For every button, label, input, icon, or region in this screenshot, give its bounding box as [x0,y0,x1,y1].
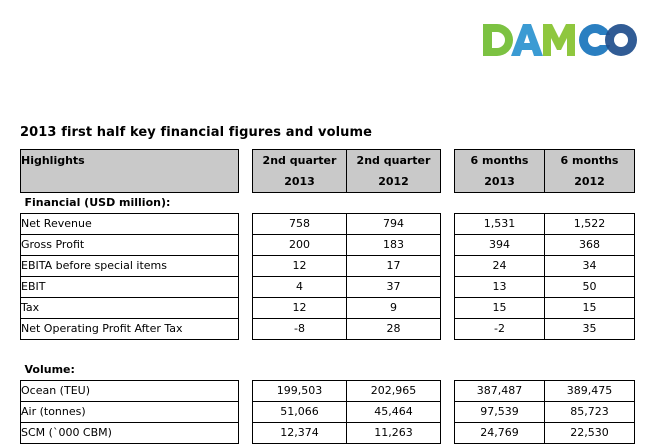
cell: 200 [253,235,347,256]
header-6m-2012: 6 months 2012 [545,150,635,193]
cell: 35 [545,319,635,340]
damco-logo [481,16,641,64]
header-highlights: Highlights [21,150,239,193]
section-volume [21,360,635,381]
cell: 97,539 [455,402,545,423]
table-header [21,150,635,193]
table-row [21,256,635,277]
cell: 758 [253,214,347,235]
cell: 368 [545,235,635,256]
cell: 9 [347,298,441,319]
cell: 183 [347,235,441,256]
table-row [21,319,635,340]
cell: 387,487 [455,381,545,402]
cell: 794 [347,214,441,235]
header-q2-2012: 2nd quarter 2012 [347,150,441,193]
section-title: Volume: [24,363,75,376]
cell: 22,530 [545,423,635,444]
cell: 37 [347,277,441,298]
header-6m-2013: 6 months 2013 [455,150,545,193]
cell: 11,263 [347,423,441,444]
cell: 50 [545,277,635,298]
cell: 202,965 [347,381,441,402]
cell: 17 [347,256,441,277]
cell: -2 [455,319,545,340]
logo-letter-m [543,24,575,56]
cell: 199,503 [253,381,347,402]
row-label: EBIT [21,277,239,298]
cell: 13 [455,277,545,298]
row-label: Gross Profit [21,235,239,256]
page-title: 2013 first half key financial figures and volume [20,125,373,140]
row-label: SCM (`000 CBM) [21,423,239,444]
cell: 389,475 [545,381,635,402]
row-label: Air (tonnes) [21,402,239,423]
row-label: Ocean (TEU) [21,381,239,402]
row-label: Net Operating Profit After Tax [21,319,239,340]
cell: -8 [253,319,347,340]
cell: 15 [545,298,635,319]
cell: 394 [455,235,545,256]
cell: 45,464 [347,402,441,423]
cell: 85,723 [545,402,635,423]
section-title: Financial (USD million): [24,196,171,209]
cell: 34 [545,256,635,277]
cell: 12 [253,298,347,319]
logo-letter-a [511,24,543,56]
table-row [21,381,635,402]
section-financial [21,193,635,214]
table-row [21,402,635,423]
table-row [21,235,635,256]
cell: 4 [253,277,347,298]
cell: 12 [253,256,347,277]
row-label: EBITA before special items [21,256,239,277]
cell: 51,066 [253,402,347,423]
financial-table [20,149,635,444]
table-row [21,298,635,319]
row-label: Tax [21,298,239,319]
cell: 24 [455,256,545,277]
cell: 1,531 [455,214,545,235]
header-q2-2013: 2nd quarter 2013 [253,150,347,193]
row-label: Net Revenue [21,214,239,235]
table-row [21,423,635,444]
cell: 1,522 [545,214,635,235]
logo-letter-d [483,24,513,56]
cell: 15 [455,298,545,319]
cell: 28 [347,319,441,340]
cell: 24,769 [455,423,545,444]
table-row [21,214,635,235]
table-row [21,277,635,298]
cell: 12,374 [253,423,347,444]
